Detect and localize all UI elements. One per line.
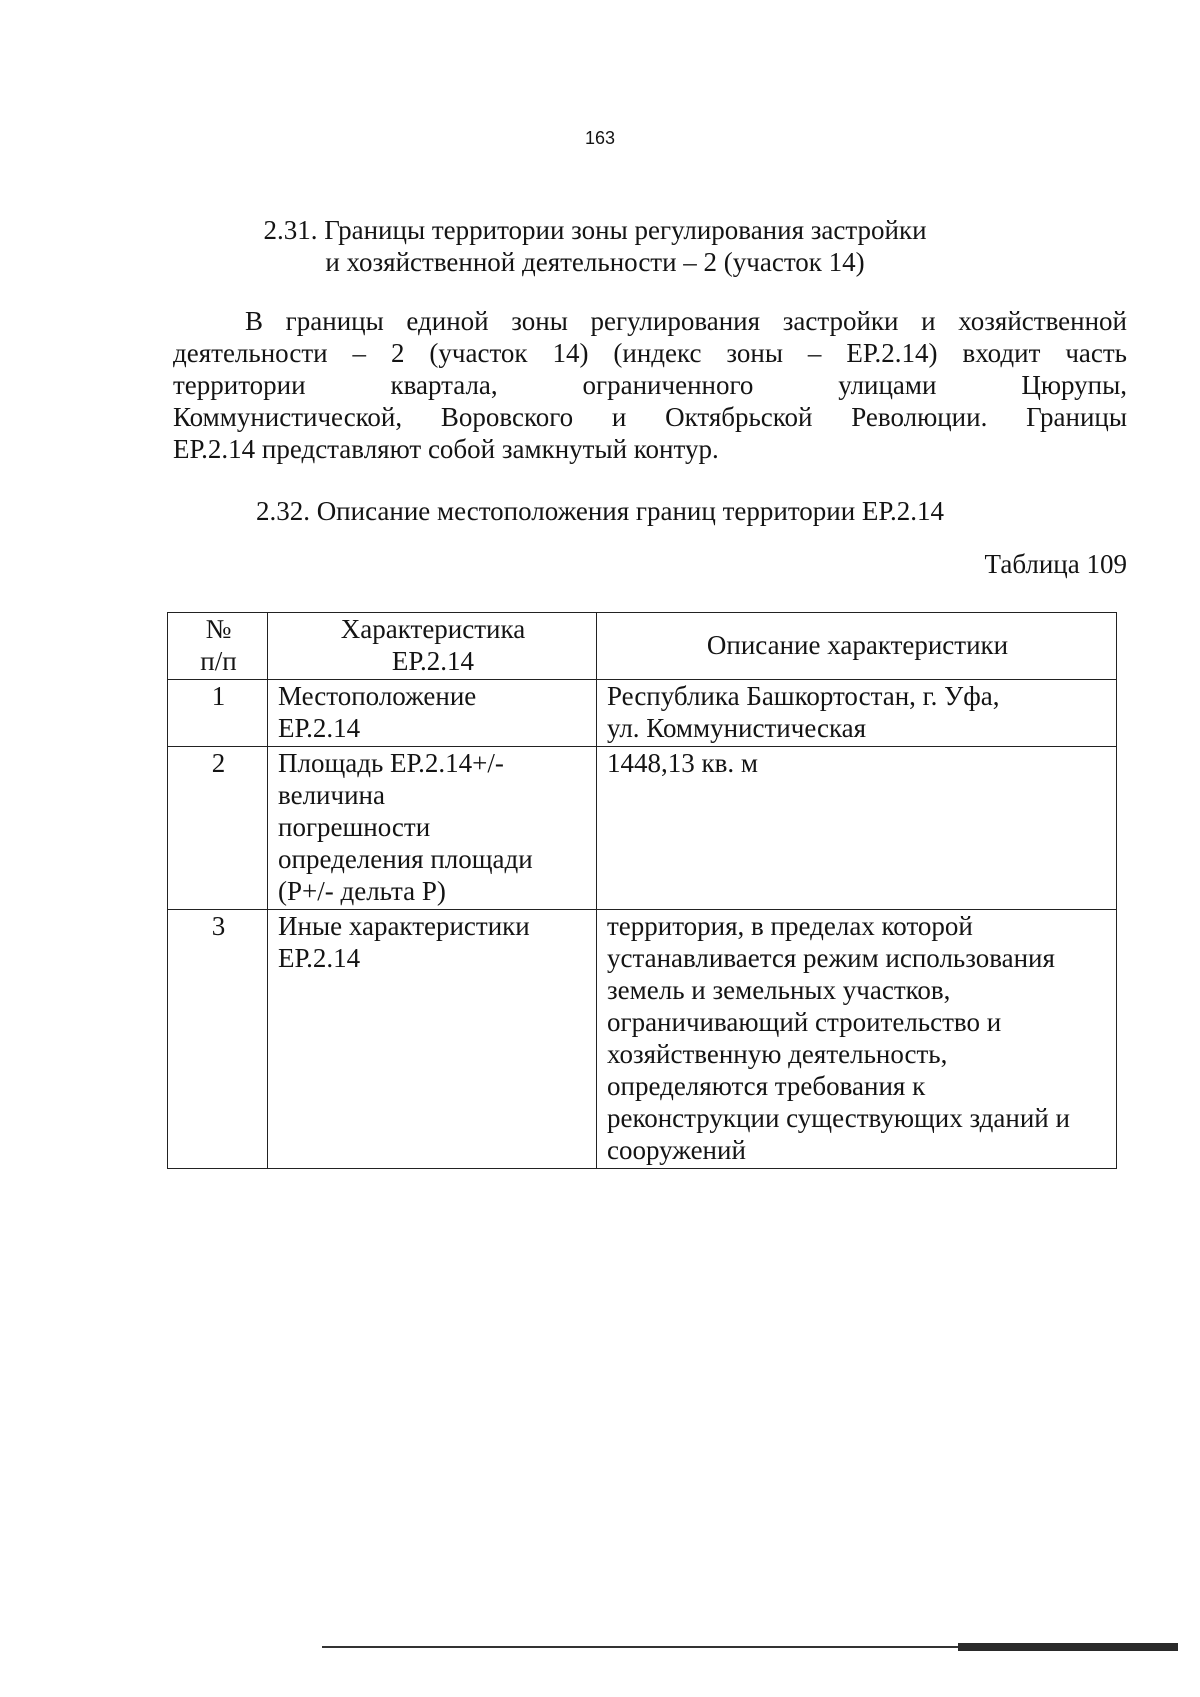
table-header-row	[168, 613, 1117, 680]
description-line: земель и земельных участков,	[607, 975, 951, 1005]
section-heading-line-2: и хозяйственной деятельности – 2 (участок 14)	[325, 247, 865, 277]
paragraph-line: деятельности – 2 (участок 14) (индекс зоны – ЕР.2.14) входит часть	[173, 338, 1127, 368]
paragraph-line: Коммунистической, Воровского и Октябрьской Революции. Границы	[173, 402, 1127, 432]
row-characteristic	[268, 680, 597, 747]
characteristic-line: определения площади	[278, 844, 533, 874]
description-line: ул. Коммунистическая	[607, 713, 867, 743]
characteristic-line: ЕР.2.14	[278, 713, 361, 743]
characteristic-line: величина	[278, 780, 385, 810]
page-number: 163	[584, 128, 616, 148]
paragraph-line: В границы единой зоны регулирования застройки и хозяйственной	[245, 306, 1127, 336]
description-line: 1448,13 кв. м	[607, 748, 758, 778]
description-line: определяются требования к	[607, 1071, 926, 1101]
section-heading	[170, 214, 1020, 278]
characteristic-line: ЕР.2.14	[278, 943, 361, 973]
row-description	[597, 680, 1117, 747]
description-line: хозяйственную деятельность,	[607, 1039, 948, 1069]
header-description: Описание характеристики	[597, 613, 1117, 680]
characteristic-line: погрешности	[278, 812, 431, 842]
description-line: территория, в пределах которой	[607, 911, 973, 941]
row-number: 2	[168, 747, 268, 910]
row-characteristic	[268, 747, 597, 910]
row-description	[597, 910, 1117, 1169]
characteristic-line: Иные характеристики	[278, 911, 530, 941]
description-line: реконструкции существующих зданий и	[607, 1103, 1070, 1133]
row-characteristic	[268, 910, 597, 1169]
table-row	[168, 747, 1117, 910]
paragraph-line: территории квартала, ограниченного улицами Цюрупы,	[173, 370, 1127, 400]
description-line: сооружений	[607, 1135, 746, 1165]
row-description	[597, 747, 1117, 910]
body-paragraph	[173, 305, 1127, 465]
table-row	[168, 680, 1117, 747]
characteristic-line: (Р+/- дельта Р)	[278, 876, 446, 906]
characteristic-line: Местоположение	[278, 681, 477, 711]
header-number: № п/п	[168, 613, 268, 680]
subheading: 2.32. Описание местоположения границ территории ЕР.2.14	[255, 496, 945, 526]
header-characteristic: Характеристика ЕР.2.14	[268, 613, 597, 680]
table-row	[168, 910, 1117, 1169]
row-number: 1	[168, 680, 268, 747]
section-heading-line-1: 2.31. Границы территории зоны регулирования застройки	[263, 215, 927, 245]
description-line: устанавливается режим использования	[607, 943, 1055, 973]
characteristics-table	[167, 612, 1117, 1169]
description-line: Республика Башкортостан, г. Уфа,	[607, 681, 1000, 711]
footer-rule	[322, 1642, 1178, 1651]
description-line: ограничивающий строительство и	[607, 1007, 1002, 1037]
table-label: Таблица 109	[984, 549, 1127, 579]
row-number: 3	[168, 910, 268, 1169]
paragraph-line: ЕР.2.14 представляют собой замкнутый контур.	[173, 434, 719, 464]
characteristic-line: Площадь ЕР.2.14+/-	[278, 748, 504, 778]
